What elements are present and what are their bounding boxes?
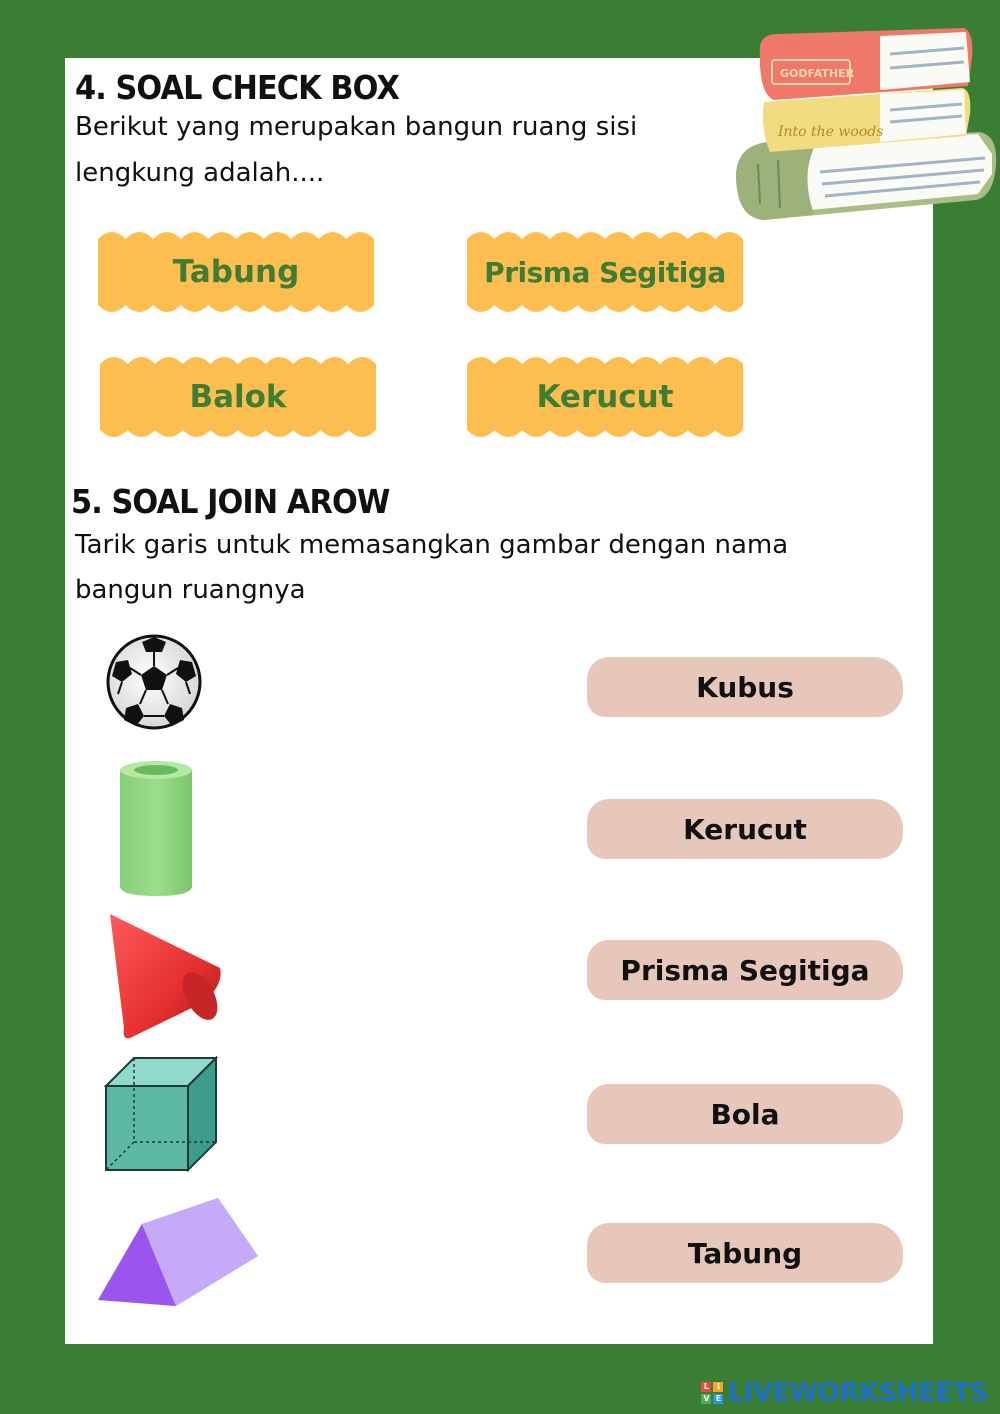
section5-heading: 5. SOAL JOIN AROW — [71, 482, 390, 521]
yellow-book-title: Into the woods — [778, 124, 884, 140]
join-target-label: Kerucut — [683, 812, 807, 846]
section5-instruction-line2: bangun ruangnya — [75, 575, 306, 605]
liveworksheets-logo[interactable] — [701, 1378, 988, 1408]
section5-instruction-line1: Tarik garis untuk memasangkan gambar dengan nama — [75, 530, 789, 560]
liveworksheets-logo-icon — [701, 1382, 723, 1404]
soccer-ball-image[interactable] — [104, 632, 204, 732]
books-illustration — [730, 24, 1000, 234]
checkbox-option-label: Prisma Segitiga — [484, 255, 726, 289]
checkbox-option-prisma-segitiga[interactable] — [467, 230, 743, 314]
logo-letter: L — [701, 1382, 711, 1392]
join-target-kubus[interactable] — [587, 657, 903, 717]
checkbox-option-label: Balok — [189, 379, 287, 415]
checkbox-option-label: Tabung — [172, 254, 300, 290]
logo-letter: V — [703, 1394, 710, 1403]
section4-instruction-line1: Berikut yang merupakan bangun ruang sisi — [75, 112, 638, 142]
triangular-prism-image[interactable] — [96, 1196, 262, 1310]
logo-letter: I — [713, 1382, 723, 1392]
liveworksheets-logo-text: LIVEWORKSHEETS — [727, 1378, 988, 1408]
cube-image[interactable] — [104, 1056, 220, 1174]
red-book — [760, 28, 973, 100]
section4-heading: 4. SOAL CHECK BOX — [75, 68, 399, 107]
checkbox-option-kerucut[interactable] — [467, 355, 743, 439]
checkbox-option-tabung[interactable] — [98, 230, 374, 314]
join-target-bola[interactable] — [587, 1084, 903, 1144]
red-book-title: GODFATHER — [780, 67, 855, 80]
logo-letter: E — [713, 1394, 723, 1404]
join-target-label: Bola — [710, 1097, 780, 1131]
join-target-label: Tabung — [687, 1236, 803, 1270]
join-target-kerucut[interactable] — [587, 799, 903, 859]
join-target-label: Kubus — [696, 670, 794, 704]
join-target-label: Prisma Segitiga — [620, 953, 870, 987]
checkbox-option-balok[interactable] — [100, 355, 376, 439]
cylinder-image[interactable] — [116, 758, 196, 900]
join-target-tabung[interactable] — [587, 1223, 903, 1283]
join-target-prisma-segitiga[interactable] — [587, 940, 903, 1000]
cone-image[interactable] — [104, 910, 228, 1042]
checkbox-option-label: Kerucut — [536, 379, 674, 415]
section4-instruction-line2: lengkung adalah.... — [75, 158, 325, 188]
